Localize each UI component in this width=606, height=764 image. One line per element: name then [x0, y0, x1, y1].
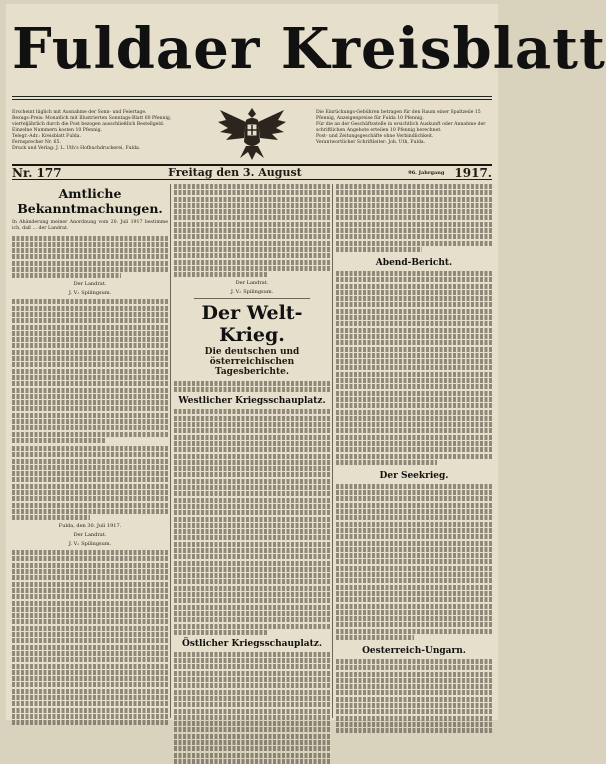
text-line: [12, 503, 168, 508]
text-line: [174, 579, 330, 584]
text-line: [336, 365, 492, 370]
text-line: [174, 215, 330, 220]
war-heading: Der Welt-Krieg.: [201, 302, 303, 347]
text-line: [336, 672, 492, 677]
text-line: [174, 535, 330, 540]
text-line: [174, 652, 330, 657]
text-line: [336, 441, 492, 446]
text-line: [174, 510, 330, 515]
signature-name: J. V.: Spilingsum.: [68, 541, 112, 548]
text-line: [174, 485, 330, 490]
text-line: [12, 236, 168, 241]
text-line: [12, 657, 168, 662]
info-line: Bezugs-Preis: Monatlich mit Illustrierten Sonntags-Blatt 60 Pfennig, vierteljährlich durch die Post bezogen ausschließlich Bestellgeld.: [12, 116, 172, 127]
text-line: [336, 622, 492, 627]
text-line: [336, 340, 492, 345]
text-line: [336, 460, 437, 465]
text-line: [12, 267, 168, 272]
masthead-rule-2: [12, 99, 492, 100]
text-line: [12, 419, 168, 424]
text-line: [174, 234, 330, 239]
text-line: [12, 582, 168, 587]
text-line: [12, 550, 168, 555]
text-line: [174, 721, 330, 726]
text-line: [12, 496, 168, 501]
text-line: [12, 356, 168, 361]
text-line: [336, 678, 492, 683]
text-line: [336, 665, 492, 670]
war-subheading: Die deutschen und österreichischen Tagesberichte.: [204, 347, 300, 378]
text-line: [174, 561, 330, 566]
text-block: [336, 184, 492, 252]
text-line: [174, 222, 330, 227]
info-line: Fernsprecher Nr. 65.: [12, 140, 61, 145]
info-line: Post- und Zeitungsgeschäfte ohne Verbindlichkeit.: [316, 134, 434, 139]
text-block: [12, 550, 168, 725]
text-line: [174, 702, 330, 707]
text-line: [174, 586, 330, 591]
text-line: [174, 241, 330, 246]
text-line: [12, 714, 168, 719]
text-line: [336, 597, 492, 602]
signature: Der Landrat.: [73, 281, 107, 288]
info-line: Druck und Verlag: J. L. Uth's Hofbuchdruckerei, Fulda.: [12, 146, 141, 151]
info-line: Einzelne Nummern kosten 10 Pfennig.: [12, 128, 103, 133]
text-line: [12, 575, 168, 580]
text-line: [12, 446, 168, 451]
text-line: [12, 695, 168, 700]
text-line: [174, 498, 330, 503]
text-line: [336, 697, 492, 702]
text-line: [336, 496, 492, 501]
text-line: [174, 542, 330, 547]
text-line: [336, 578, 492, 583]
text-line: [12, 465, 168, 470]
text-line: [336, 378, 492, 383]
info-line: Telegr.-Adr.: Kreisblatt Fulda.: [12, 134, 81, 139]
text-line: [336, 503, 492, 508]
text-line: [336, 347, 492, 352]
text-line: [336, 190, 492, 195]
text-line: [12, 343, 168, 348]
text-line: [336, 528, 492, 533]
text-line: [12, 362, 168, 367]
column-1: [12, 184, 168, 718]
text-line: [336, 215, 492, 220]
text-line: [174, 529, 330, 534]
text-line: [336, 277, 492, 282]
text-line: [336, 635, 414, 640]
text-line: [174, 611, 330, 616]
text-line: [174, 573, 330, 578]
text-line: [174, 523, 330, 528]
text-line: [174, 677, 330, 682]
text-block: [174, 409, 330, 634]
text-line: [336, 284, 492, 289]
text-line: [336, 509, 492, 514]
text-line: [174, 567, 330, 572]
text-line: [336, 709, 492, 714]
text-line: [336, 616, 492, 621]
text-line: [12, 306, 168, 311]
text-line: [174, 598, 330, 603]
text-line: [174, 727, 330, 732]
text-line: [174, 428, 330, 433]
text-line: [174, 517, 330, 522]
text-line: [174, 683, 330, 688]
text-line: [336, 659, 492, 664]
text-line: [336, 690, 492, 695]
text-line: [174, 592, 330, 597]
text-line: [336, 397, 492, 402]
text-line: [12, 254, 168, 259]
text-line: [12, 645, 168, 650]
text-line: [12, 509, 168, 514]
text-line: [12, 701, 168, 706]
text-line: [336, 353, 492, 358]
article-paragraph: In Abänderung meiner Anordnung vom 20. Juli 1917 bestimme ich, daß ... der Landrat.: [12, 220, 168, 232]
text-line: [174, 203, 330, 208]
text-line: [174, 190, 330, 195]
volume-label: 96. Jahrgang: [408, 169, 445, 176]
text-line: [336, 585, 492, 590]
text-line: [12, 556, 168, 561]
text-line: [174, 753, 330, 758]
text-line: [12, 406, 168, 411]
text-line: [12, 471, 168, 476]
text-block: [336, 484, 492, 640]
info-line: Die Einrückungs-Gebühren betragen für den Raum einer Spaltzeile 15 Pfennig, Anzeigenpreise für Fulda 10 Pfennig.: [316, 110, 481, 121]
austria-hungary-heading: Oesterreich-Ungarn.: [362, 646, 466, 656]
text-line: [336, 559, 492, 564]
text-line: [12, 381, 168, 386]
text-line: [336, 454, 492, 459]
text-line: [12, 388, 168, 393]
text-line: [336, 422, 492, 427]
text-line: [336, 328, 492, 333]
text-line: [336, 629, 492, 634]
text-line: [174, 416, 330, 421]
text-block: [174, 381, 330, 392]
text-line: [12, 261, 168, 266]
text-line: [174, 671, 330, 676]
signature-name: J. V.: Spilingsum.: [230, 289, 274, 296]
text-line: [174, 664, 330, 669]
text-line: [174, 209, 330, 214]
text-line: [12, 369, 168, 374]
text-line: [12, 588, 168, 593]
text-line: [12, 708, 168, 713]
text-line: [174, 197, 330, 202]
text-line: [12, 337, 168, 342]
text-line: [12, 248, 168, 253]
text-line: [174, 272, 268, 277]
dateline-bar: [12, 164, 492, 180]
text-line: [336, 321, 492, 326]
text-line: [12, 515, 90, 520]
text-line: [174, 548, 330, 553]
text-line: [12, 425, 168, 430]
west-front-heading: Westlicher Kriegsschauplatz.: [178, 396, 326, 407]
text-line: [12, 242, 168, 247]
text-block: [12, 236, 168, 279]
text-line: [336, 384, 492, 389]
text-line: [336, 522, 492, 527]
text-line: [174, 491, 330, 496]
text-line: [174, 266, 330, 271]
text-line: [12, 394, 168, 399]
text-line: [336, 591, 492, 596]
text-line: [12, 375, 168, 380]
text-block: [174, 652, 330, 764]
text-line: [12, 477, 168, 482]
text-line: [336, 610, 492, 615]
column-divider: [332, 184, 333, 718]
text-line: [12, 490, 168, 495]
text-block: [12, 446, 168, 520]
text-line: [336, 490, 492, 495]
masthead-rule: [12, 96, 492, 97]
text-line: [174, 441, 330, 446]
text-line: [336, 403, 492, 408]
newspaper-page: [6, 4, 606, 720]
text-block: [336, 659, 492, 733]
text-line: [336, 484, 492, 489]
text-line: [12, 312, 168, 317]
text-line: [336, 222, 492, 227]
text-line: [174, 759, 330, 764]
text-line: [174, 740, 330, 745]
text-line: [174, 381, 330, 386]
text-line: [174, 228, 330, 233]
text-line: [12, 438, 106, 443]
text-line: [174, 422, 330, 427]
eagle-emblem-icon: [216, 102, 288, 162]
text-line: [336, 334, 492, 339]
text-line: [336, 296, 492, 301]
text-line: [12, 350, 168, 355]
text-line: [12, 638, 168, 643]
text-line: [174, 624, 330, 629]
text-line: [174, 715, 330, 720]
text-line: [12, 682, 168, 687]
east-front-heading: Östlicher Kriegsschauplatz.: [181, 638, 322, 649]
text-line: [174, 454, 330, 459]
signature-name: J. V.: Spilingsum.: [68, 290, 112, 297]
issue-date: Freitag den 3. August: [168, 166, 302, 179]
text-line: [12, 632, 168, 637]
text-block: [336, 271, 492, 465]
signature: Der Landrat.: [73, 532, 107, 539]
naval-war-heading: Der Seekrieg.: [379, 470, 449, 481]
text-line: [174, 746, 330, 751]
text-line: [336, 566, 492, 571]
text-line: [174, 690, 330, 695]
text-line: [336, 247, 422, 252]
text-line: [336, 722, 492, 727]
column-2: [174, 184, 330, 718]
signature: Der Landrat.: [235, 280, 269, 287]
text-line: [174, 696, 330, 701]
text-line: [174, 260, 330, 265]
text-line: [174, 253, 330, 258]
text-line: [174, 504, 330, 509]
text-line: [12, 619, 168, 624]
text-line: [12, 651, 168, 656]
text-line: [12, 563, 168, 568]
text-line: [174, 658, 330, 663]
text-line: [174, 387, 330, 392]
text-line: [336, 241, 492, 246]
text-line: [336, 553, 492, 558]
masthead-left-info: [12, 110, 182, 152]
text-line: [12, 459, 168, 464]
text-line: [336, 428, 492, 433]
text-line: [336, 302, 492, 307]
info-line: Verantwortlicher Schriftleiter: Joh. Uth, Fulda.: [316, 140, 426, 145]
text-line: [12, 299, 168, 304]
text-line: [174, 435, 330, 440]
text-line: [336, 515, 492, 520]
text-line: [336, 410, 492, 415]
text-line: [12, 400, 168, 405]
text-line: [12, 720, 168, 725]
text-line: [12, 569, 168, 574]
text-block: [12, 299, 168, 443]
text-line: [12, 664, 168, 669]
text-line: [12, 613, 168, 618]
text-line: [336, 359, 492, 364]
text-line: [12, 676, 168, 681]
text-block: [174, 184, 330, 277]
text-line: [336, 416, 492, 421]
text-line: [174, 630, 268, 635]
issue-number: Nr. 177: [12, 165, 62, 180]
text-line: [336, 703, 492, 708]
text-line: [336, 203, 492, 208]
info-line: Für die an der Geschäftsstelle in ersichtlich Auskunft oder Annahme der schriftlichen Angebote erteilen 10 Pfennig berechnet.: [316, 122, 486, 133]
text-line: [12, 601, 168, 606]
text-line: [174, 184, 330, 189]
masthead-right-info: [316, 110, 492, 146]
info-line: Erscheint täglich mit Ausnahme der Sonn- und Feiertage.: [12, 110, 147, 115]
text-line: [12, 626, 168, 631]
text-line: [174, 617, 330, 622]
text-line: [336, 541, 492, 546]
text-line: [336, 391, 492, 396]
column-divider: [170, 184, 171, 718]
text-line: [12, 670, 168, 675]
text-line: [336, 271, 492, 276]
text-line: [174, 472, 330, 477]
text-line: [12, 432, 168, 437]
text-line: [174, 734, 330, 739]
text-line: [12, 331, 168, 336]
text-line: [12, 689, 168, 694]
text-line: [12, 484, 168, 489]
text-line: [174, 479, 330, 484]
text-line: [174, 447, 330, 452]
text-line: [174, 460, 330, 465]
text-line: [174, 709, 330, 714]
issue-year: 1917.: [454, 165, 492, 180]
text-line: [336, 290, 492, 295]
evening-report-heading: Abend-Bericht.: [375, 257, 453, 268]
text-line: [174, 554, 330, 559]
text-line: [336, 228, 492, 233]
text-line: [174, 605, 330, 610]
divider: [194, 298, 310, 299]
text-line: [336, 447, 492, 452]
text-line: [336, 309, 492, 314]
column-3: [336, 184, 492, 718]
text-line: [336, 572, 492, 577]
text-line: [336, 372, 492, 377]
text-line: [336, 604, 492, 609]
text-line: [12, 413, 168, 418]
text-line: [336, 547, 492, 552]
text-line: [12, 594, 168, 599]
section-heading: Amtliche Bekanntmachungen.: [17, 186, 163, 216]
masthead: [12, 10, 606, 98]
text-line: [336, 716, 492, 721]
text-line: [174, 466, 330, 471]
text-line: [336, 728, 492, 733]
text-line: [336, 435, 492, 440]
text-line: [174, 247, 330, 252]
newspaper-title: Fuldaer Kreisblatt: [12, 16, 606, 82]
text-line: [336, 684, 492, 689]
text-line: [336, 197, 492, 202]
text-line: [12, 607, 168, 612]
text-line: [12, 318, 168, 323]
text-line: [12, 452, 168, 457]
text-line: [336, 315, 492, 320]
text-line: [12, 325, 168, 330]
notice-date: Fulda, den 30. Juli 1917.: [58, 523, 122, 530]
text-line: [336, 184, 492, 189]
text-line: [174, 409, 330, 414]
text-line: [336, 534, 492, 539]
text-line: [12, 273, 121, 278]
text-line: [336, 234, 492, 239]
text-line: [336, 209, 492, 214]
